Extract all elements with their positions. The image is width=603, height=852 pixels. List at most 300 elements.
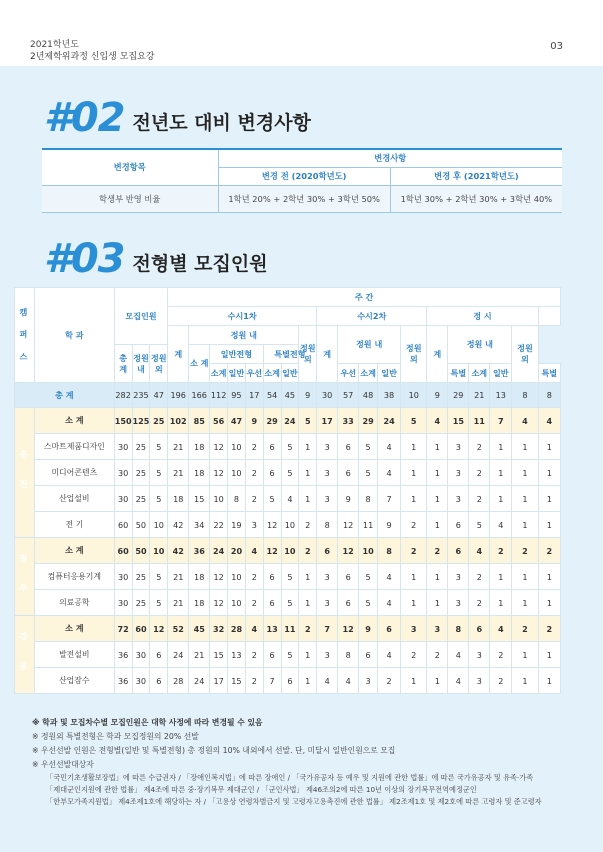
table-cell: 6: [263, 642, 281, 668]
table-row: [15, 383, 561, 408]
table-cell: 1: [490, 486, 512, 512]
table-cell: 2: [427, 642, 448, 668]
table-cell: 3: [317, 486, 338, 512]
table-cell: 30: [114, 460, 132, 486]
table-cell: 8: [228, 486, 246, 512]
campus-name: 강 릉: [15, 616, 35, 694]
table-cell: 5: [150, 564, 168, 590]
table-cell: 4: [448, 668, 469, 694]
table-cell: 1: [512, 512, 538, 538]
table-cell: 6: [448, 512, 469, 538]
table-cell: 4: [538, 408, 560, 434]
table-cell: 5: [150, 460, 168, 486]
col-teukbyeol: 특별: [538, 364, 560, 383]
table-cell: 1: [401, 486, 427, 512]
total-cell: 29: [448, 383, 469, 408]
table-cell: 12: [210, 434, 228, 460]
table-cell: 2: [469, 590, 490, 616]
row-after: 1학년 30% + 2학년 30% + 3학년 40%: [390, 185, 562, 212]
table-cell: 4: [448, 642, 469, 668]
note-3: ※ 우선선발 인원은 전형별(일반 및 특별전형) 총 정원의 10% 내외에서 선발. 단, 미달시 일반인원으로 모집: [32, 746, 396, 755]
table-cell: 2: [538, 538, 560, 564]
table-cell: 10: [228, 590, 246, 616]
table-cell: 6: [263, 564, 281, 590]
table-cell: 1: [427, 590, 448, 616]
table-cell: 17: [317, 408, 338, 434]
table-cell: 3: [469, 642, 490, 668]
total-cell: 45: [281, 383, 299, 408]
table-cell: 4: [378, 642, 401, 668]
col-daytime: 주 간: [168, 288, 561, 307]
table-cell: 3: [469, 668, 490, 694]
col-change-item: 변경항목: [42, 149, 218, 185]
table-cell: 3: [401, 616, 427, 642]
note-4: ※ 우선선발대상자: [32, 760, 94, 769]
table-cell: 1: [299, 564, 317, 590]
table-cell: 1: [512, 564, 538, 590]
table-cell: 12: [263, 512, 281, 538]
table-cell: 10: [210, 486, 228, 512]
dept-name: 미디어콘텐츠: [34, 460, 114, 486]
col-campus: 캠 퍼 스: [15, 288, 35, 383]
col-sum: 총 계: [114, 345, 132, 383]
table-cell: 2: [538, 616, 560, 642]
header-year: 2021학년도: [30, 40, 79, 50]
table-cell: 5: [401, 408, 427, 434]
col-ilban: 일반: [228, 364, 246, 383]
table-cell: 21: [168, 590, 189, 616]
table-cell: 19: [228, 512, 246, 538]
table-cell: 6: [338, 564, 359, 590]
table-cell: 5: [359, 590, 378, 616]
table-cell: 15: [210, 642, 228, 668]
table-cell: 2: [245, 486, 263, 512]
table-cell: 24: [168, 642, 189, 668]
table-cell: 24: [378, 408, 401, 434]
table-cell: 1: [401, 434, 427, 460]
table-cell: 3: [448, 486, 469, 512]
table-cell: 60: [132, 616, 150, 642]
total-cell: 21: [469, 383, 490, 408]
table-cell: 3: [448, 460, 469, 486]
table-cell: 7: [317, 616, 338, 642]
table-cell: 1: [401, 564, 427, 590]
table-cell: 10: [228, 564, 246, 590]
table-cell: 3: [317, 590, 338, 616]
table-cell: 4: [378, 460, 401, 486]
table-cell: 18: [189, 590, 210, 616]
table-cell: 25: [132, 486, 150, 512]
table-cell: 28: [228, 616, 246, 642]
table-row: [15, 616, 561, 642]
table-cell: 24: [281, 408, 299, 434]
table-cell: 34: [189, 512, 210, 538]
table-cell: 32: [210, 616, 228, 642]
total-cell: 9: [299, 383, 317, 408]
table-cell: 2: [299, 512, 317, 538]
note-6: 「제대군인지원에 관한 법률」 제4조에 따른 중·장기복무 제대군인 / 「군인사법」 제46조의2에 따른 10년 이상의 장기복무전역예정군인: [46, 785, 477, 794]
table-cell: 10: [228, 434, 246, 460]
table-cell: 2: [469, 434, 490, 460]
col-sogye2: 소계: [210, 364, 228, 383]
table-cell: 7: [490, 408, 512, 434]
table-cell: 1: [299, 460, 317, 486]
table-cell: 4: [378, 564, 401, 590]
table-cell: 18: [168, 486, 189, 512]
table-cell: 47: [228, 408, 246, 434]
table-row: [15, 564, 561, 590]
table-cell: 8: [338, 642, 359, 668]
page-number: 03: [550, 41, 563, 52]
table-cell: 1: [299, 668, 317, 694]
table-cell: 4: [378, 434, 401, 460]
table-cell: 2: [299, 616, 317, 642]
col-quota: 모집인원: [114, 288, 168, 345]
table-cell: 9: [359, 616, 378, 642]
table-cell: 2: [401, 512, 427, 538]
table-cell: 15: [189, 486, 210, 512]
header-subtitle: 2년제학위과정 신입생 모집요강: [30, 52, 155, 62]
table-cell: 1: [427, 434, 448, 460]
table-cell: 2: [490, 642, 512, 668]
section-03-title: [44, 236, 268, 282]
total-cell: 8: [512, 383, 538, 408]
dept-name: 발전설비: [34, 642, 114, 668]
total-cell: 13: [490, 383, 512, 408]
table-cell: 2: [245, 564, 263, 590]
table-cell: 60: [114, 512, 132, 538]
table-cell: 6: [338, 434, 359, 460]
table-cell: 9: [245, 408, 263, 434]
change-table: [42, 148, 562, 213]
table-cell: 42: [168, 512, 189, 538]
table-cell: 2: [245, 460, 263, 486]
col-dept: 학 과: [34, 288, 114, 383]
table-cell: 28: [168, 668, 189, 694]
table-cell: 12: [210, 460, 228, 486]
table-cell: 5: [150, 486, 168, 512]
table-cell: 1: [490, 434, 512, 460]
table-cell: 25: [150, 408, 168, 434]
col-out: 정원 외: [150, 345, 168, 383]
total-cell: 235: [132, 383, 150, 408]
table-cell: 21: [189, 642, 210, 668]
table-cell: 2: [512, 616, 538, 642]
table-cell: 50: [132, 512, 150, 538]
dept-name: 소 계: [34, 616, 114, 642]
col-susi2: 수시2차: [317, 307, 427, 326]
dept-name: 산업설비: [34, 486, 114, 512]
table-cell: 4: [490, 512, 512, 538]
table-cell: 24: [210, 538, 228, 564]
table-cell: 6: [359, 642, 378, 668]
table-cell: 1: [490, 590, 512, 616]
table-cell: 1: [512, 642, 538, 668]
table-cell: 3: [317, 642, 338, 668]
col-sogye: 소 계: [189, 345, 210, 383]
total-cell: 166: [189, 383, 210, 408]
table-cell: 5: [281, 460, 299, 486]
table-cell: 6: [448, 538, 469, 564]
table-cell: 8: [448, 616, 469, 642]
table-cell: 9: [338, 486, 359, 512]
table-cell: 1: [427, 668, 448, 694]
table-cell: 4: [245, 616, 263, 642]
table-cell: 42: [168, 538, 189, 564]
col-gye: 계: [427, 326, 448, 383]
table-cell: 2: [469, 460, 490, 486]
total-cell: 9: [427, 383, 448, 408]
table-row: [15, 408, 561, 434]
table-cell: 1: [512, 668, 538, 694]
col-useon: 우선: [338, 364, 359, 383]
section-heading: 전년도 대비 변경사항: [132, 112, 311, 134]
table-cell: 3: [448, 590, 469, 616]
total-cell: 196: [168, 383, 189, 408]
table-cell: 1: [401, 668, 427, 694]
table-cell: 1: [512, 460, 538, 486]
table-cell: 4: [338, 668, 359, 694]
table-cell: 6: [263, 590, 281, 616]
table-cell: 1: [401, 590, 427, 616]
table-cell: 24: [189, 668, 210, 694]
table-cell: 5: [150, 434, 168, 460]
table-cell: 1: [299, 590, 317, 616]
table-cell: 4: [281, 486, 299, 512]
total-cell: 17: [245, 383, 263, 408]
table-cell: 12: [210, 590, 228, 616]
section-heading: 전형별 모집인원: [132, 253, 268, 275]
table-cell: 5: [469, 512, 490, 538]
table-cell: 30: [114, 590, 132, 616]
table-cell: [538, 307, 560, 326]
table-cell: 5: [359, 460, 378, 486]
table-cell: 2: [401, 538, 427, 564]
table-cell: 1: [427, 512, 448, 538]
table-cell: 13: [263, 616, 281, 642]
section-02-title: [44, 95, 311, 141]
table-cell: 18: [189, 434, 210, 460]
table-cell: 150: [114, 408, 132, 434]
table-cell: 18: [189, 460, 210, 486]
table-cell: 5: [281, 434, 299, 460]
table-cell: 11: [359, 512, 378, 538]
table-cell: 10: [281, 538, 299, 564]
table-cell: 4: [512, 408, 538, 434]
table-cell: 2: [490, 538, 512, 564]
table-cell: 6: [317, 538, 338, 564]
total-cell: 282: [114, 383, 132, 408]
table-cell: 60: [114, 538, 132, 564]
table-cell: 1: [538, 434, 560, 460]
total-cell: 57: [338, 383, 359, 408]
table-cell: 5: [150, 590, 168, 616]
table-cell: 3: [245, 512, 263, 538]
note-1: ※ 학과 및 모집차수별 모집인원은 대학 사정에 따라 변경될 수 있음: [32, 718, 263, 727]
table-cell: 1: [512, 486, 538, 512]
table-cell: 25: [132, 460, 150, 486]
table-cell: 1: [538, 460, 560, 486]
table-cell: 1: [427, 486, 448, 512]
table-cell: 1: [427, 564, 448, 590]
table-cell: 6: [338, 590, 359, 616]
table-cell: 11: [469, 408, 490, 434]
table-cell: 4: [378, 590, 401, 616]
table-cell: 12: [263, 538, 281, 564]
table-row: [15, 434, 561, 460]
table-cell: 4: [245, 538, 263, 564]
table-cell: 10: [281, 512, 299, 538]
table-cell: 56: [210, 408, 228, 434]
dept-name: 전 기: [34, 512, 114, 538]
table-cell: 4: [317, 668, 338, 694]
note-5: 「국민기초생활보장법」에 따른 수급권자 / 「장애인복지법」에 따른 장애인 / 「국가유공자 등 예우 및 지원에 관한 법률」에 따른 국가유공자 및 유족·가족: [46, 773, 534, 782]
col-ilban: 일반: [281, 364, 299, 383]
table-cell: 50: [132, 538, 150, 564]
section-number: #02: [44, 95, 125, 141]
table-cell: 1: [538, 512, 560, 538]
col-out: 정원 외: [299, 326, 317, 383]
col-general: 일반전형: [210, 345, 263, 364]
table-cell: 1: [512, 590, 538, 616]
table-cell: 5: [281, 642, 299, 668]
table-cell: 2: [299, 538, 317, 564]
table-cell: 6: [263, 460, 281, 486]
dept-name: 의료공학: [34, 590, 114, 616]
table-cell: 1: [299, 486, 317, 512]
table-cell: 5: [359, 434, 378, 460]
dept-name: 스마트제품디자인: [34, 434, 114, 460]
table-cell: 33: [338, 408, 359, 434]
col-before: 변경 전 (2020학년도): [218, 167, 390, 185]
table-cell: 2: [245, 434, 263, 460]
table-cell: 2: [469, 564, 490, 590]
table-cell: 2: [469, 486, 490, 512]
table-cell: 6: [281, 668, 299, 694]
table-cell: 30: [132, 668, 150, 694]
table-cell: 7: [263, 668, 281, 694]
table-cell: 18: [189, 564, 210, 590]
table-cell: 2: [245, 590, 263, 616]
table-cell: 3: [359, 668, 378, 694]
total-cell: 47: [150, 383, 168, 408]
table-cell: 5: [281, 564, 299, 590]
col-out: 정원 외: [401, 326, 427, 383]
col-in: 정원 내: [338, 326, 401, 364]
table-cell: 1: [538, 642, 560, 668]
table-cell: 1: [490, 564, 512, 590]
table-cell: 36: [114, 642, 132, 668]
table-row: [15, 590, 561, 616]
table-cell: 25: [132, 434, 150, 460]
table-cell: 1: [512, 434, 538, 460]
table-cell: 10: [359, 538, 378, 564]
table-cell: 29: [263, 408, 281, 434]
table-row: [15, 486, 561, 512]
table-cell: 30: [132, 642, 150, 668]
table-cell: 5: [263, 486, 281, 512]
table-cell: 4: [490, 616, 512, 642]
col-sogye2: 소계: [469, 364, 490, 383]
col-in: 정원 내: [189, 326, 299, 345]
table-cell: 4: [469, 538, 490, 564]
col-out: 정원 외: [512, 326, 538, 383]
total-label: 총 계: [15, 383, 115, 408]
table-cell: 3: [317, 460, 338, 486]
table-cell: 2: [512, 538, 538, 564]
total-cell: 8: [538, 383, 560, 408]
table-cell: 22: [210, 512, 228, 538]
table-cell: 36: [114, 668, 132, 694]
note-2: ※ 정원외 특별전형은 학과 모집정원의 20% 선발: [32, 732, 199, 741]
table-cell: 21: [168, 434, 189, 460]
table-cell: 3: [448, 434, 469, 460]
dept-name: 소 계: [34, 408, 114, 434]
table-cell: 30: [114, 564, 132, 590]
table-cell: 12: [338, 512, 359, 538]
table-cell: 1: [538, 590, 560, 616]
table-cell: 29: [359, 408, 378, 434]
table-cell: 10: [150, 512, 168, 538]
table-cell: 1: [427, 460, 448, 486]
table-cell: 125: [132, 408, 150, 434]
total-cell: 95: [228, 383, 246, 408]
total-cell: 38: [378, 383, 401, 408]
col-useon: 우선: [245, 364, 263, 383]
quota-table: [14, 287, 561, 694]
table-cell: 13: [228, 642, 246, 668]
table-cell: 30: [114, 434, 132, 460]
col-ilban: 일반: [490, 364, 512, 383]
col-ilban: 일반: [378, 364, 401, 383]
table-cell: 2: [427, 538, 448, 564]
table-cell: 6: [378, 616, 401, 642]
table-cell: 8: [378, 538, 401, 564]
total-cell: 48: [359, 383, 378, 408]
table-cell: 4: [427, 408, 448, 434]
col-in: 정원 내: [132, 345, 150, 383]
total-cell: 10: [401, 383, 427, 408]
table-cell: 21: [168, 564, 189, 590]
table-cell: 2: [490, 668, 512, 694]
col-sogye2: 소계: [263, 364, 281, 383]
table-cell: 3: [317, 564, 338, 590]
table-cell: 7: [378, 486, 401, 512]
table-row: [15, 512, 561, 538]
table-cell: 6: [150, 642, 168, 668]
table-cell: 2: [378, 668, 401, 694]
dept-name: 산업잠수: [34, 668, 114, 694]
table-cell: 36: [189, 538, 210, 564]
table-cell: 30: [114, 486, 132, 512]
total-cell: 30: [317, 383, 338, 408]
table-cell: 10: [150, 538, 168, 564]
table-cell: 20: [228, 538, 246, 564]
table-cell: 5: [359, 564, 378, 590]
row-before: 1학년 20% + 2학년 30% + 3학년 50%: [218, 185, 390, 212]
section-number: #03: [44, 236, 125, 282]
table-cell: 21: [168, 460, 189, 486]
table-cell: 2: [401, 642, 427, 668]
table-cell: 6: [338, 460, 359, 486]
table-cell: 12: [338, 538, 359, 564]
col-gye: 계: [168, 326, 189, 383]
table-cell: 12: [338, 616, 359, 642]
table-cell: 1: [538, 486, 560, 512]
table-cell: 1: [538, 564, 560, 590]
table-cell: 1: [299, 434, 317, 460]
table-cell: 45: [189, 616, 210, 642]
